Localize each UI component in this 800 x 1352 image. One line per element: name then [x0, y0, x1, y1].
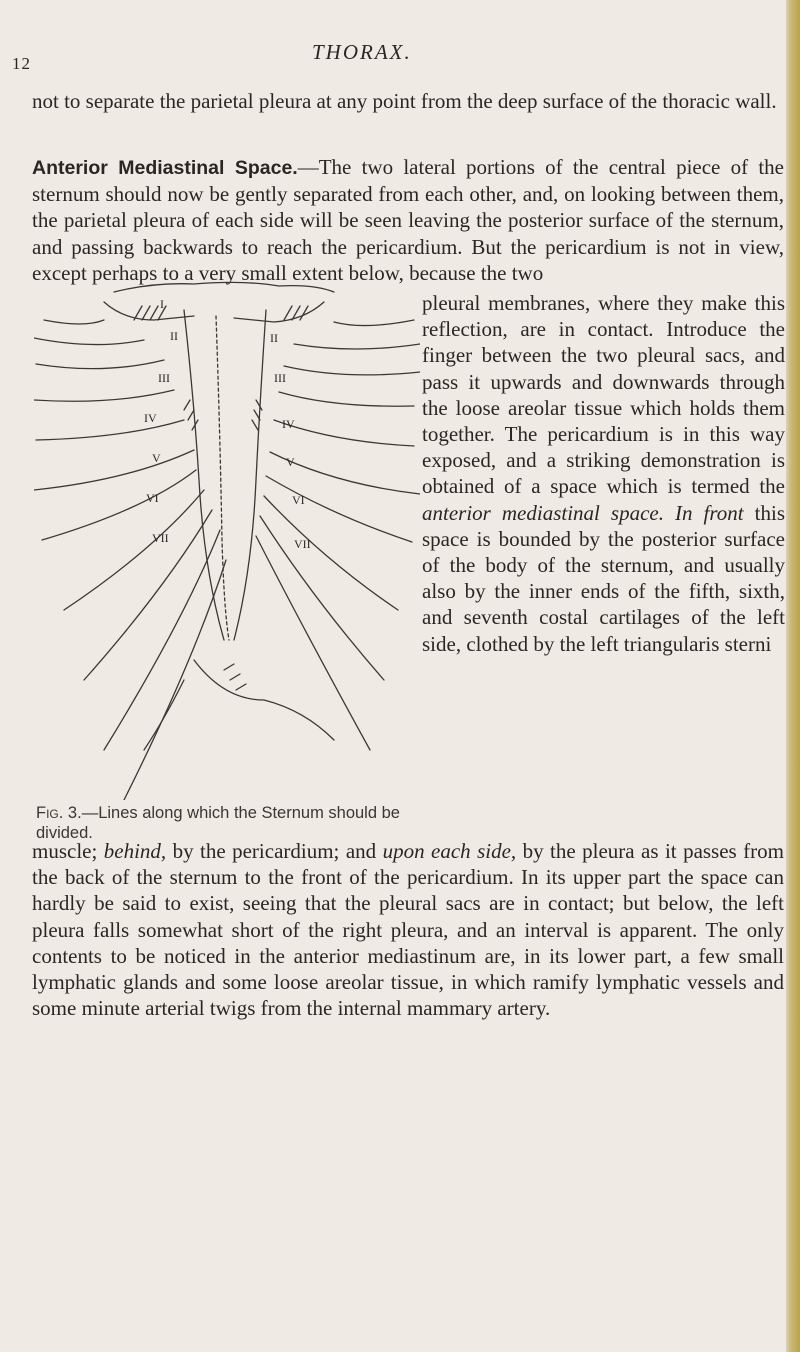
paragraph-1: not to separate the parietal pleura at any point from the deep surface of the thoracic wall.: [32, 89, 777, 113]
paragraph-3-em-1: behind,: [103, 839, 167, 863]
caption-label: Fig. 3.: [36, 804, 82, 822]
paragraph-3-part3: by the pleura as it passes from the back of the sternum to the front of the pericardium. In its upper part the space can hardly be said to exist, seeing that the pleural sacs are in contact; but below, the left pleura falls somewhat short of the right pleura, and an interval is apparent. The only contents to be noticed in the anterior mediastinum are, in its lower part, a few small lymphatic glands and some loose areolar tissue, in which ramify lymphatic vessels and some minute arterial twigs from the internal mammary artery.: [32, 839, 784, 1021]
rib-label: IV: [282, 417, 295, 431]
column-em-2: In front: [675, 500, 744, 525]
rib-label: I: [160, 297, 164, 311]
section-heading: Anterior Mediastinal Space.: [32, 157, 298, 179]
paragraph-3-part1: muscle;: [32, 839, 104, 863]
rib-label: II: [170, 329, 178, 343]
rib-label: V: [286, 455, 295, 469]
column-text-part3: this space is bounded by the posterior surface of the body of the sternum, and usually also by the inner ends of the fifth, sixth, and seventh costal cartilages of the left side, clothed by the left triangularis sterni: [422, 500, 786, 656]
page-number: 12: [12, 54, 31, 73]
rib-label: III: [158, 371, 170, 385]
rib-label: II: [270, 331, 278, 345]
rib-label: III: [274, 371, 286, 385]
rib-label: VI: [146, 491, 159, 505]
running-head: THORAX.: [312, 40, 412, 64]
paragraph-2: [32, 154, 784, 286]
sternum-diagram: [34, 280, 420, 800]
rib-label: V: [152, 451, 161, 465]
paragraph-2-text: —The two lateral portions of the central piece of the sternum should now be gently separated from each other, and, on looking between them, the parietal pleura of each side will be seen leaving the posterior surface of the sternum, and passing backwards to reach the pericardium. But the pericardium is not in view, except perhaps to a very small extent below, because the two: [32, 155, 784, 285]
column-text: [422, 290, 785, 657]
column-text-part1: pleural membranes, where they make this reflection, are in contact. Introduce the finger between the two pleural sacs, and pass it upwards and downwards through the loose areolar tissue which holds them together. The pericardium is in this way exposed, and a striking demonstration is obtained of a space which is termed the: [422, 291, 785, 499]
paragraph-3-em-2: upon each side,: [382, 839, 517, 863]
rib-label: VII: [152, 531, 169, 545]
rib-label: VI: [292, 493, 305, 507]
column-em-1: anterior mediastinal space.: [422, 500, 664, 525]
manubrium-top: [114, 282, 334, 292]
paragraph-3: [32, 838, 784, 1021]
caption-text: —Lines along which the Sternum should be divided.: [36, 804, 400, 842]
page-edge: [786, 0, 800, 1352]
column-text-part2: [664, 501, 675, 525]
sternum-figure: [34, 280, 420, 800]
paragraph-3-part2: by the pericardium; and: [166, 839, 383, 863]
rib-label: VII: [294, 537, 311, 551]
figure-caption: [36, 803, 416, 843]
rib-label: IV: [144, 411, 157, 425]
